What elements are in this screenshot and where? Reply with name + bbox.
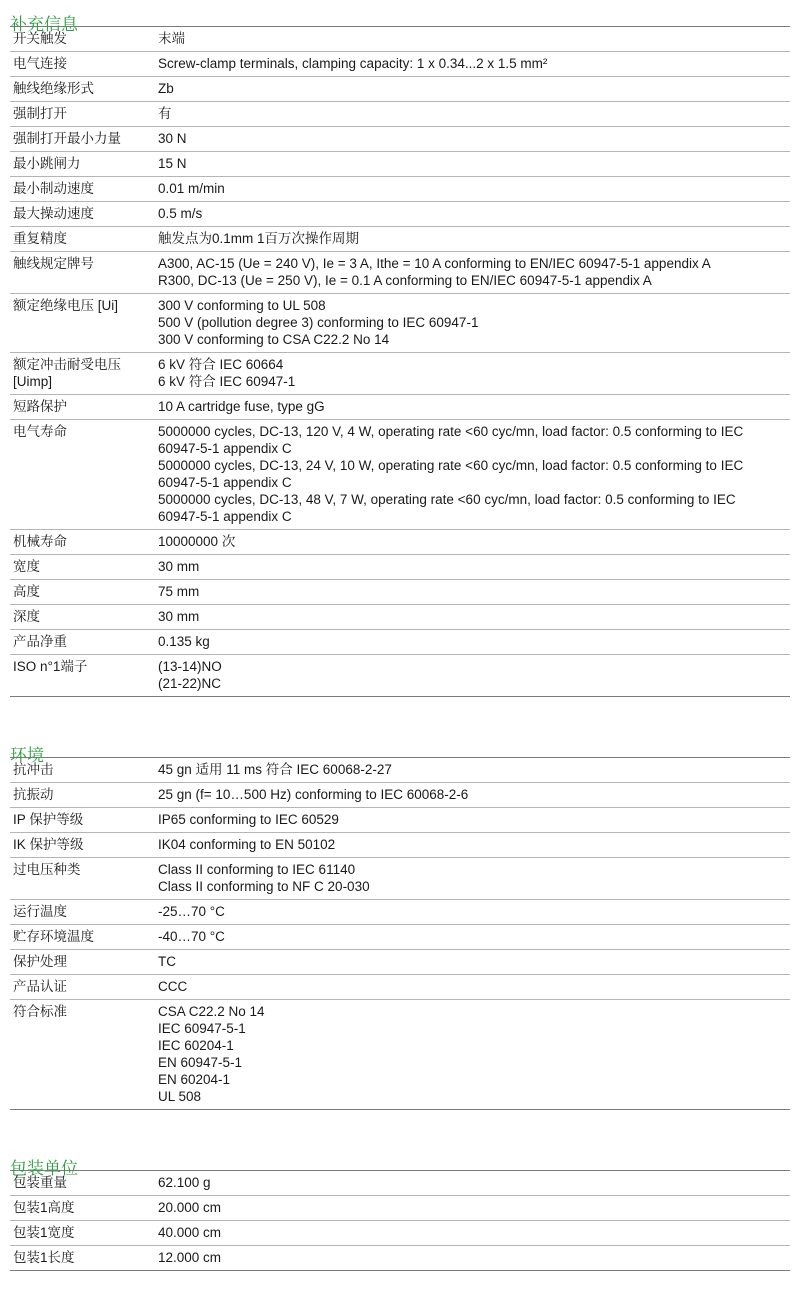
spec-row <box>10 782 790 807</box>
spec-label: 额定绝缘电压 [Ui] <box>13 298 119 313</box>
spec-row <box>10 151 790 176</box>
spec-row <box>10 251 790 293</box>
spec-value: 有 <box>158 106 172 121</box>
spec-row <box>10 604 790 629</box>
spec-row <box>10 1245 790 1270</box>
spec-label: 保护处理 <box>13 954 67 969</box>
spec-label: 机械寿命 <box>13 534 67 549</box>
spec-value: 5000000 cycles, DC-13, 120 V, 4 W, operating rate <60 cyc/mn, load factor: 0.5 conforming to IEC 60947-5-1 appendix C 5000000 cycles, DC-13, 24 V, 10 W, operating rate <60 cyc/mn, load factor: 0.5 conforming to IEC 60947-5-1 appendix C 5000000 cycles, DC-13, 48 V, 7 W, operating rate <60 cyc/mn, load factor: 0.5 conforming to IEC 60947-5-1 appendix C <box>158 424 744 524</box>
spec-label: 包装1宽度 <box>13 1225 75 1240</box>
spec-value: 62.100 g <box>158 1175 211 1190</box>
spec-row <box>10 807 790 832</box>
spec-label: 包装重量 <box>13 1175 67 1190</box>
spec-value: 45 gn 适用 11 ms 符合 IEC 60068-2-27 <box>158 762 392 777</box>
spec-table <box>10 1170 790 1271</box>
spec-value: (13-14)NO (21-22)NC <box>158 659 222 691</box>
spec-value: IK04 conforming to EN 50102 <box>158 837 336 852</box>
spec-value: 30 mm <box>158 609 200 624</box>
spec-label: 额定冲击耐受电压 [Uimp] <box>13 357 121 389</box>
spec-row <box>10 554 790 579</box>
spec-value: -40…70 °C <box>158 929 225 944</box>
spec-label: ISO n°1端子 <box>13 659 88 674</box>
spec-row <box>10 1220 790 1245</box>
spec-label: 最小跳闸力 <box>13 156 81 171</box>
spec-row <box>10 201 790 226</box>
section-title: 环境 <box>10 746 44 765</box>
spec-row <box>10 629 790 654</box>
spec-row <box>10 857 790 899</box>
spec-value: 300 V conforming to UL 508 500 V (pollution degree 3) conforming to IEC 60947-1 300 V conforming to CSA C22.2 No 14 <box>158 298 479 347</box>
spec-label: IK 保护等级 <box>13 837 84 852</box>
spec-label: 高度 <box>13 584 40 599</box>
section-title: 包装单位 <box>10 1159 78 1178</box>
spec-value: 12.000 cm <box>158 1250 222 1265</box>
spec-value: TC <box>158 954 176 969</box>
spec-value: Screw-clamp terminals, clamping capacity: 1 x 0.34...2 x 1.5 mm² <box>158 56 548 71</box>
spec-value: 20.000 cm <box>158 1200 222 1215</box>
spec-value: 40.000 cm <box>158 1225 222 1240</box>
spec-section <box>10 731 790 1110</box>
spec-table <box>10 26 790 697</box>
spec-page <box>10 0 790 1271</box>
spec-label: 产品净重 <box>13 634 67 649</box>
spec-row <box>10 126 790 151</box>
spec-label: 强制打开 <box>13 106 67 121</box>
spec-label: 重复精度 <box>13 231 67 246</box>
spec-row <box>10 924 790 949</box>
spec-label: 最小制动速度 <box>13 181 94 196</box>
spec-label: 强制打开最小力量 <box>13 131 121 146</box>
spec-row <box>10 999 790 1109</box>
spec-value: 30 mm <box>158 559 200 574</box>
spec-row <box>10 176 790 201</box>
spec-label: 抗振动 <box>13 787 54 802</box>
spec-row <box>10 949 790 974</box>
spec-label: 电气寿命 <box>13 424 67 439</box>
spec-value: -25…70 °C <box>158 904 225 919</box>
spec-value: IP65 conforming to IEC 60529 <box>158 812 339 827</box>
spec-label: IP 保护等级 <box>13 812 84 827</box>
spec-row <box>10 529 790 554</box>
spec-label: 短路保护 <box>13 399 67 414</box>
spec-value: 10 A cartridge fuse, type gG <box>158 399 325 414</box>
spec-value: CCC <box>158 979 188 994</box>
spec-row <box>10 419 790 529</box>
spec-label: 贮存环境温度 <box>13 929 94 944</box>
section-title: 补充信息 <box>10 15 78 34</box>
spec-value: Class II conforming to IEC 61140 Class II conforming to NF C 20-030 <box>158 862 370 894</box>
spec-label: 抗冲击 <box>13 762 54 777</box>
spec-row <box>10 27 790 51</box>
spec-row <box>10 758 790 782</box>
spec-value: 触发点为0.1mm 1百万次操作周期 <box>158 231 360 246</box>
spec-label: 触线绝缘形式 <box>13 81 94 96</box>
spec-value: 15 N <box>158 156 187 171</box>
spec-label: 深度 <box>13 609 40 624</box>
spec-section <box>10 1144 790 1271</box>
spec-label: 包装1长度 <box>13 1250 75 1265</box>
spec-label: 开关触发 <box>13 31 67 46</box>
spec-label: 过电压种类 <box>13 862 81 877</box>
spec-label: 最大操动速度 <box>13 206 94 221</box>
spec-value: 10000000 次 <box>158 534 236 549</box>
spec-value: CSA C22.2 No 14 IEC 60947-5-1 IEC 60204-1 EN 60947-5-1 EN 60204-1 UL 508 <box>158 1004 265 1104</box>
spec-label: 包装1高度 <box>13 1200 75 1215</box>
spec-section <box>10 0 790 697</box>
spec-value: 0.5 m/s <box>158 206 203 221</box>
spec-label: 产品认证 <box>13 979 67 994</box>
spec-row <box>10 76 790 101</box>
spec-label: 宽度 <box>13 559 40 574</box>
spec-row <box>10 352 790 394</box>
spec-row <box>10 1195 790 1220</box>
spec-value: Zb <box>158 81 174 96</box>
spec-value: 末端 <box>158 31 185 46</box>
spec-row <box>10 899 790 924</box>
spec-value: 25 gn (f= 10…500 Hz) conforming to IEC 60068-2-6 <box>158 787 469 802</box>
spec-value: 0.135 kg <box>158 634 210 649</box>
spec-label: 运行温度 <box>13 904 67 919</box>
spec-value: A300, AC-15 (Ue = 240 V), Ie = 3 A, Ithe = 10 A conforming to EN/IEC 60947-5-1 appendix A R300, DC-13 (Ue = 250 V), Ie = 0.1 A conforming to EN/IEC 60947-5-1 appendix A <box>158 256 711 288</box>
spec-table <box>10 757 790 1110</box>
spec-label: 触线规定牌号 <box>13 256 94 271</box>
spec-row <box>10 579 790 604</box>
spec-row <box>10 51 790 76</box>
spec-value: 30 N <box>158 131 187 146</box>
spec-label: 符合标准 <box>13 1004 67 1019</box>
spec-row <box>10 832 790 857</box>
spec-value: 75 mm <box>158 584 200 599</box>
spec-row <box>10 974 790 999</box>
spec-value: 6 kV 符合 IEC 60664 6 kV 符合 IEC 60947-1 <box>158 357 296 389</box>
spec-row <box>10 101 790 126</box>
spec-label: 电气连接 <box>13 56 67 71</box>
spec-row <box>10 226 790 251</box>
spec-row <box>10 394 790 419</box>
spec-row <box>10 1171 790 1195</box>
spec-row <box>10 654 790 696</box>
spec-value: 0.01 m/min <box>158 181 225 196</box>
spec-row <box>10 293 790 352</box>
